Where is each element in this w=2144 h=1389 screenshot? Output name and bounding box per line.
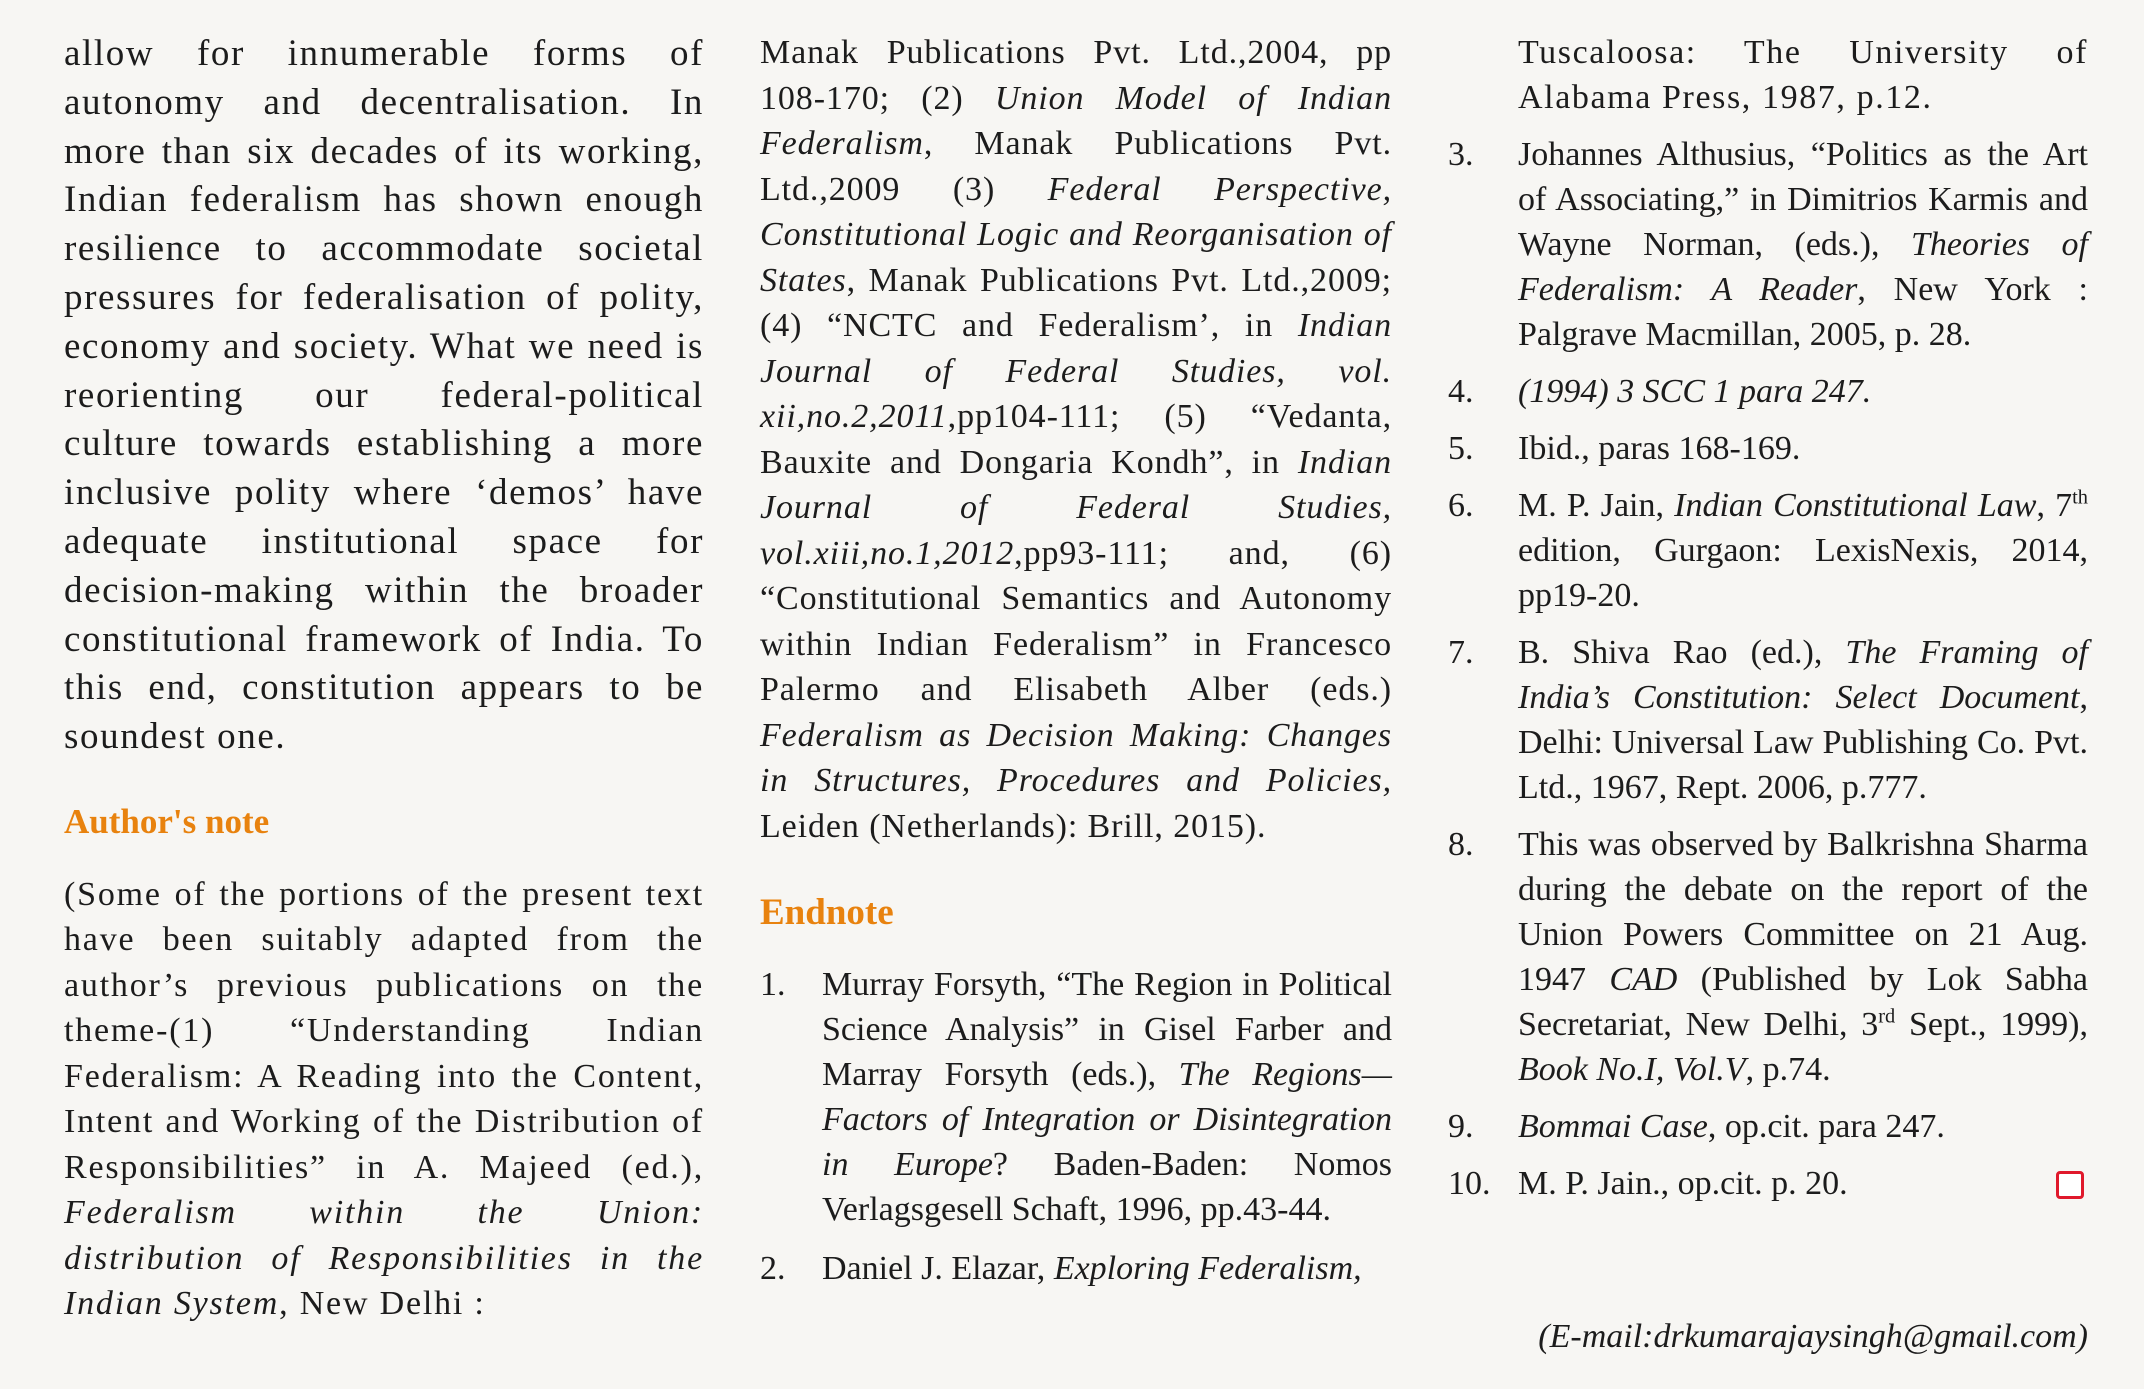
column-2 bbox=[760, 30, 1392, 1305]
author-note-continued bbox=[760, 30, 1392, 849]
cont-text: , Manak Publications Pvt. Ltd.,2009; (4) “NCTC and Federalism’, in bbox=[760, 261, 1392, 344]
author-note-paragraph bbox=[64, 872, 704, 1327]
endnote-item bbox=[1448, 483, 2088, 618]
endnote-number: 7. bbox=[1448, 634, 1474, 671]
endnote-item bbox=[1448, 426, 2088, 471]
author-note-heading: Author's note bbox=[64, 801, 270, 841]
endnote-number: 5. bbox=[1448, 430, 1474, 467]
endnote-number: 8. bbox=[1448, 826, 1474, 863]
endnote-text: Daniel J. Elazar, Exploring Federalism, bbox=[822, 1250, 1362, 1287]
endnote-list bbox=[1448, 132, 2088, 1206]
endnote-item bbox=[1448, 1104, 2088, 1149]
endnote-item bbox=[1448, 369, 2088, 414]
endnote-heading: Endnote bbox=[760, 892, 894, 933]
endnote-list bbox=[760, 962, 1392, 1291]
endnote-text: B. Shiva Rao (ed.), The Framing of India’s Constitution: Select Document, Delhi: Universal Law Publishing Co. Pvt. Ltd., 1967, Rept. 2006, p.777. bbox=[1518, 634, 2088, 806]
endnote-item bbox=[1448, 132, 2088, 357]
cont-title: Indian Journal of Federal Studies, vol.xiii,no.1,2012 bbox=[760, 443, 1392, 572]
endnote-item bbox=[1448, 1161, 2088, 1206]
cont-text: Leiden (Netherlands): Brill, 2015). bbox=[760, 807, 1267, 845]
endnote-item bbox=[1448, 822, 2088, 1092]
endnote-number: 4. bbox=[1448, 373, 1474, 410]
column-1 bbox=[64, 30, 704, 1327]
cont-title: Indian Journal of Federal Studies, vol. xii,no.2,2011 bbox=[760, 307, 1392, 435]
endnote-number: 1. bbox=[760, 966, 786, 1003]
cont-title: Union Model of Indian Federalism bbox=[760, 79, 1392, 162]
endnote-text: Bommai Case, op.cit. para 247. bbox=[1518, 1108, 1945, 1145]
author-note-text-end: , New Delhi : bbox=[279, 1285, 486, 1323]
author-note-title: Federalism within the Union: distribution of Responsibilities in the Indian System bbox=[64, 1194, 704, 1323]
endnote-text: Johannes Althusius, “Politics as the Art of Associating,” in Dimitrios Karmis and Wayne Norman, (eds.), Theories of Federalism: A Reader, New York : Palgrave Macmillan, 2005, p. 28. bbox=[1518, 136, 2089, 353]
endnote-text: M. P. Jain., op.cit. p. 20. bbox=[1518, 1161, 2088, 1206]
author-email: (E-mail:drkumarajaysingh@gmail.com) bbox=[1538, 1318, 2088, 1355]
endnote-text: Ibid., paras 168-169. bbox=[1518, 430, 1801, 467]
endnote-number: 2. bbox=[760, 1250, 786, 1287]
endnote-text: Murray Forsyth, “The Region in Political Science Analysis” in Gisel Farber and Marray Forsyth (eds.), The Regions—Factors of Integration or Disintegration in Europe? Baden-Baden: Nomos Verlagsgesell Schaft, 1996, pp.43-44. bbox=[822, 966, 1393, 1228]
cont-title: Federalism as Decision Making: Changes in Structures, Procedures and Policies, bbox=[760, 716, 1392, 799]
endnote-text: This was observed by Balkrishna Sharma during the debate on the report of the Union Powers Committee on 21 Aug. 1947 CAD (Published by Lok Sabha Secretariat, New Delhi, 3rd Sept., 1999), Book No.I, Vol.V, p.74. bbox=[1518, 826, 2088, 1088]
endnote-text: (1994) 3 SCC 1 para 247. bbox=[1518, 373, 1872, 410]
end-of-article-icon bbox=[2056, 1171, 2084, 1199]
column-3 bbox=[1448, 30, 2088, 1218]
cont-text: Manak Publications Pvt. Ltd.,2004, pp 108-170; (2) bbox=[760, 34, 1392, 117]
endnote-continued: Tuscaloosa: The University of Alabama Press, 1987, p.12. bbox=[1518, 34, 2088, 116]
cont-title: Federal Perspective, Constitutional Logic and Reorganisation of States bbox=[760, 170, 1392, 299]
endnote-item bbox=[760, 962, 1392, 1232]
endnote-number: 3. bbox=[1448, 136, 1474, 173]
endnote-number: 9. bbox=[1448, 1108, 1474, 1145]
cont-text: , Manak Publications Pvt. Ltd.,2009 (3) bbox=[760, 125, 1392, 208]
endnote-number: 6. bbox=[1448, 487, 1474, 524]
author-note-text: (Some of the portions of the present text have been suitably adapted from the author’s previous publications on the theme-(1) “Understanding Indian Federalism: A Reading into the Content, Intent and Working of the Distribution of Responsibilities” in A. Majeed (ed.), bbox=[64, 875, 704, 1186]
endnote-number: 10. bbox=[1448, 1165, 1491, 1202]
endnote-text: M. P. Jain, Indian Constitutional Law, 7th edition, Gurgaon: LexisNexis, 2014, pp19-20. bbox=[1518, 486, 2088, 614]
endnote-item bbox=[1448, 630, 2088, 810]
cont-text: ,pp93-111; and, (6) “Constitutional Semantics and Autonomy within Indian Federalism” in Francesco Palermo and Elisabeth Alber (eds.) bbox=[760, 534, 1392, 708]
body-paragraph: allow for innumerable forms of autonomy and decentralisation. In more than six decades of its working, Indian federalism has shown enough resilience to accommodate societal pressures for federalisation of polity, economy and society. What we need is reorienting our federal-political culture towards establishing a more inclusive polity where ‘demos’ have adequate institutional space for decision-making within the broader constitutional framework of India. To this end, constitution appears to be soundest one. bbox=[64, 33, 704, 758]
endnote-item bbox=[760, 1246, 1392, 1291]
cont-text: ,pp104-111; (5) “Vedanta, Bauxite and Dongaria Kondh”, in bbox=[760, 398, 1392, 481]
